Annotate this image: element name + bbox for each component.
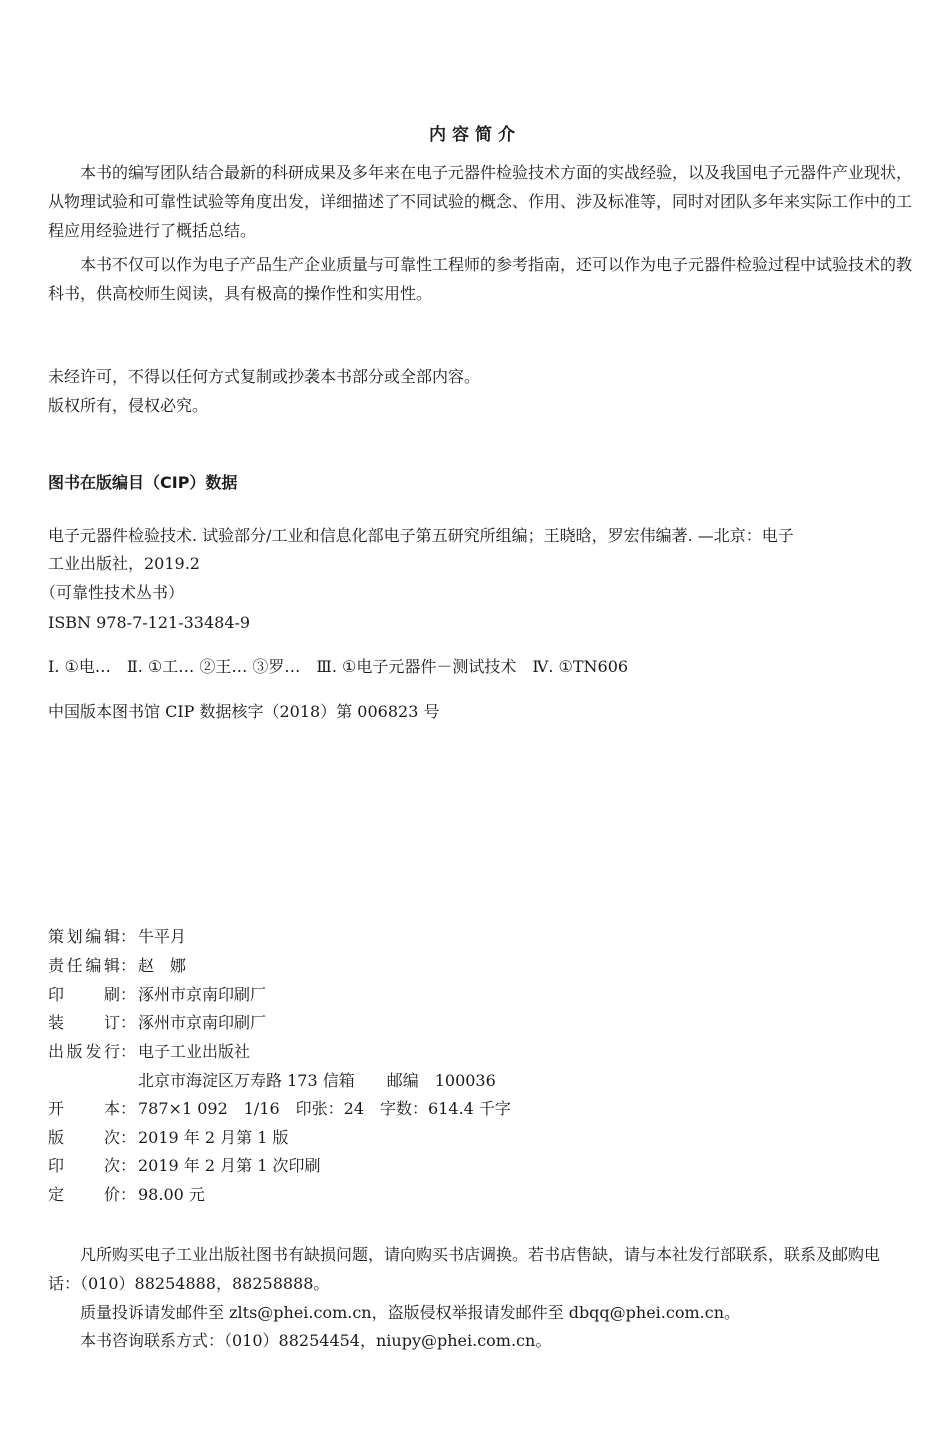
footer-purchase-notice: 凡所购买电子工业出版社图书有缺损问题，请向购买书店调换。若书店售缺，请与本社发行部联系，联系及邮购电话：（010）88254888，88258888。 xyxy=(48,1245,881,1293)
pub-label: 装订 xyxy=(48,1013,120,1032)
pub-label: 定价 xyxy=(48,1185,120,1204)
cip-entry-line2: 工业出版社，2019.2 xyxy=(48,554,200,573)
pub-row-price: 定价： 98.00 元 xyxy=(48,1181,205,1209)
pub-label: 印次 xyxy=(48,1156,120,1175)
pub-value: 98.00 元 xyxy=(138,1185,205,1204)
pub-value: 2019 年 2 月第 1 次印刷 xyxy=(138,1156,321,1175)
pub-value: 北京市海淀区万寿路 173 信箱 邮编 100036 xyxy=(138,1071,496,1090)
pub-row-planning-editor: 策划编辑： 牛平月 xyxy=(48,923,186,951)
pub-label: 印刷 xyxy=(48,985,120,1004)
pub-row-binding: 装订： 涿州市京南印刷厂 xyxy=(48,1009,266,1037)
pub-value: 涿州市京南印刷厂 xyxy=(138,1013,267,1032)
intro-title: 内容简介 xyxy=(429,125,521,145)
cip-series: （可靠性技术丛书） xyxy=(40,583,185,602)
pub-value: 牛平月 xyxy=(138,927,187,946)
cip-heading: 图书在版编目（CIP）数据 xyxy=(48,473,238,492)
pub-label: 出版发行 xyxy=(48,1042,120,1061)
pub-value: 涿州市京南印刷厂 xyxy=(138,985,267,1004)
pub-row-printing-times: 印次： 2019 年 2 月第 1 次印刷 xyxy=(48,1152,321,1180)
pub-label: 责任编辑 xyxy=(48,956,120,975)
pub-label: 版次 xyxy=(48,1128,120,1147)
pub-label: 策划编辑 xyxy=(48,927,120,946)
pub-row-edition: 版次： 2019 年 2 月第 1 版 xyxy=(48,1124,289,1152)
pub-label: 开本 xyxy=(48,1099,120,1118)
cip-entry-line1: 电子元器件检验技术. 试验部分/工业和信息化部电子第五研究所组编；王晓晗，罗宏伟编著. —北京：电子 xyxy=(48,526,794,545)
pub-row-address xyxy=(48,1067,496,1095)
cip-record: 中国版本图书馆 CIP 数据核字（2018）第 006823 号 xyxy=(48,702,440,721)
cip-isbn: ISBN 978-7-121-33484-9 xyxy=(48,613,251,632)
pub-value: 赵 娜 xyxy=(138,956,187,975)
footer-contact: 本书咨询联系方式：（010）88254454，niupy@phei.com.cn。 xyxy=(80,1331,552,1350)
pub-row-format: 开本： 787×1 092 1/16 印张：24 字数：614.4 千字 xyxy=(48,1095,511,1123)
copyright-notice: 未经许可，不得以任何方式复制或抄袭本书部分或全部内容。 xyxy=(48,367,481,386)
pub-row-publisher: 出版发行： 电子工业出版社 xyxy=(48,1038,250,1066)
pub-row-responsible-editor: 责任编辑： 赵 娜 xyxy=(48,952,186,980)
pub-row-printing: 印刷： 涿州市京南印刷厂 xyxy=(48,981,266,1009)
pub-value: 电子工业出版社 xyxy=(138,1042,251,1061)
pub-value: 787×1 092 1/16 印张：24 字数：614.4 千字 xyxy=(138,1099,511,1118)
intro-paragraph-2: 本书不仅可以作为电子产品生产企业质量与可靠性工程师的参考指南，还可以作为电子元器件检验过程中试验技术的教科书，供高校师生阅读，具有极高的操作性和实用性。 xyxy=(48,255,913,303)
pub-value: 2019 年 2 月第 1 版 xyxy=(138,1128,289,1147)
copyright-reserved: 版权所有，侵权必究。 xyxy=(48,396,209,415)
cip-classification: Ⅰ. ①电… Ⅱ. ①工… ②王… ③罗… Ⅲ. ①电子元器件－测试技术 Ⅳ. ①TN606 xyxy=(48,657,629,676)
intro-paragraph-1: 本书的编写团队结合最新的科研成果及多年来在电子元器件检验技术方面的实战经验，以及我国电子元器件产业现状，从物理试验和可靠性试验等角度出发，详细描述了不同试验的概念、作用、涉及标准等，同时对团队多年来实际工作中的工程应用经验进行了概括总结。 xyxy=(48,163,913,240)
footer-complaint-email: 质量投诉请发邮件至 zlts@phei.com.cn，盗版侵权举报请发邮件至 dbqq@phei.com.cn。 xyxy=(80,1303,741,1322)
